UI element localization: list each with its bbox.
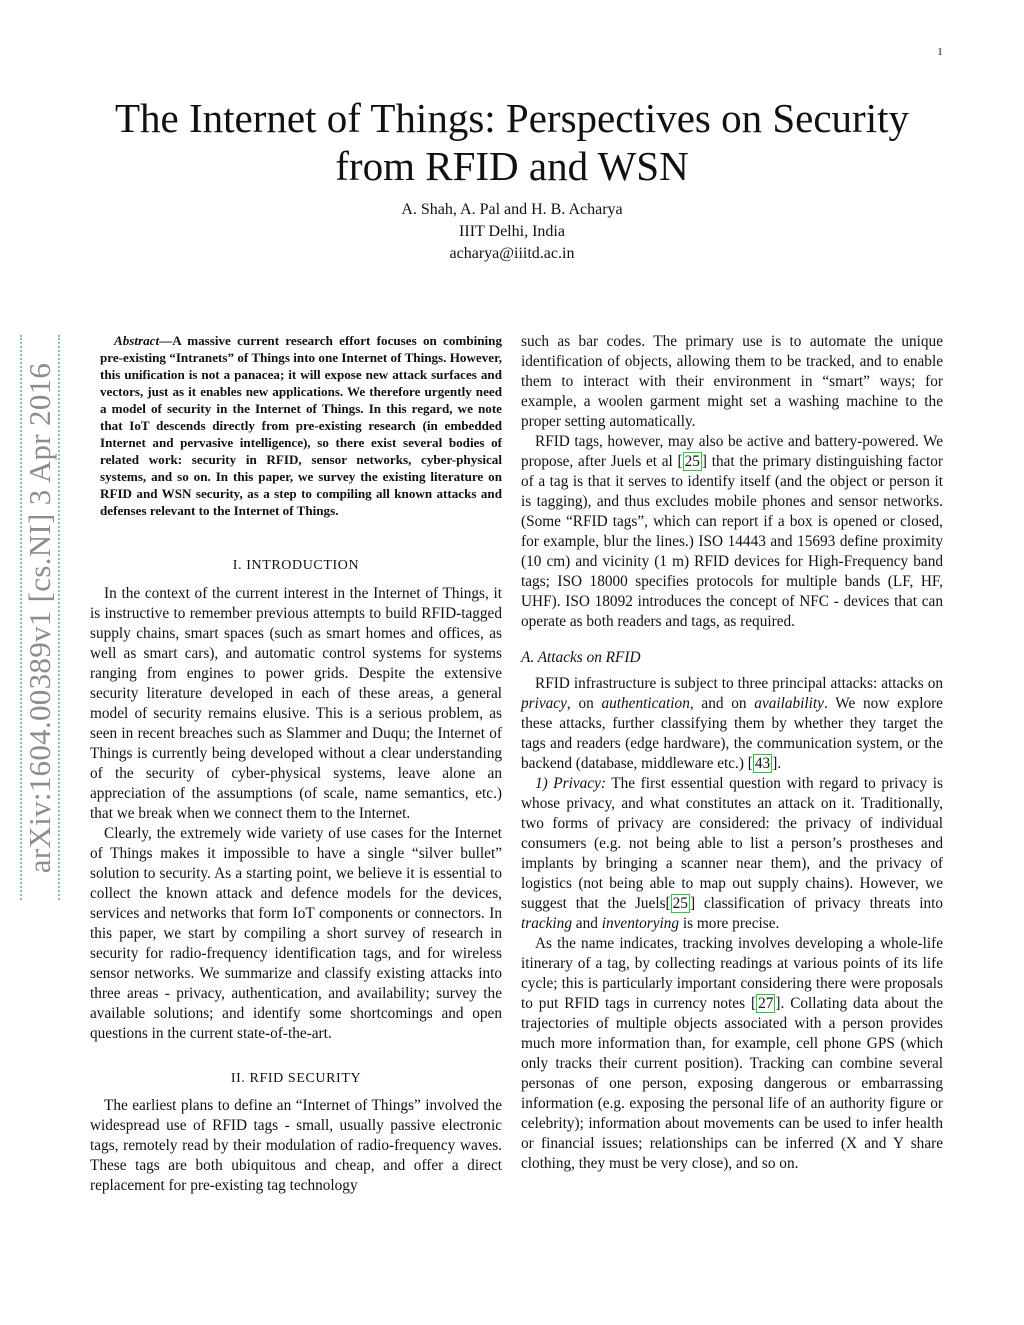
text-run: . We now explore these attacks, further classifying them by whether they target the tags and readers (edge hardware), the communication system, or the backend (database, middleware etc.) xyxy=(521,695,943,772)
abstract-text: —A massive current research effort focuses on combining pre-existing “Intranets” of Things into one Internet of Things. However, this unification is not a panacea; it will expose new attack surfaces and vectors, just as it enables new applications. We therefore urgently need a model of security in the Internet of Things. In this regard, we note that IoT descends directly from pre-existing research (in embedded Internet and pervasive intelligence), so there exist several bodies of related work: security in RFID, sensor networks, cyber-physical systems, and so on. In this paper, we survey the existing literature on RFID and WSN security, as a step to compiling all known attacks and defenses relevant to the Internet of Things. xyxy=(100,333,502,518)
emphasis: privacy xyxy=(521,695,567,712)
arxiv-sidebar-stamp xyxy=(20,335,60,900)
rfid-paragraph-1: The earliest plans to define an “Internet of Things” involved the widespread use of RFID tags - small, usually passive electronic tags, remotely read by their modulation of radio-frequency waves. These tags are both ubiquitous and cheap, and offer a direct replacement for pre-existing tag technology xyxy=(90,1097,502,1194)
intro-paragraph-2: Clearly, the extremely wide variety of use cases for the Internet of Things makes it impossible to have a single “silver bullet” solution to security. As a starting point, we believe it is essential to collect the known attack and defence models for the devices, services and networks that form IoT components or connectors. In this paper, we start by compiling a short survey of research in security for radio-frequency identification tags, and for wireless sensor networks. We summarize and classify existing attacks into three areas - privacy, authentication, and availability; survey the available solutions; and identify some shortcomings and open questions in the current state-of-the-art. xyxy=(90,825,502,1042)
tracking-paragraph: As the name indicates, tracking involves developing a whole-life itinerary of a tag, by collecting readings at various points of its life cycle; this is particularly important considering there were proposals to put RFID tags in currency notes [ 27 ]. Collating data about the trajectories of multiple objects associated with a person provides much more information than, for example, cell phone GPS (which only tracks their current position). Tracking can combine several personas of one person, exposing dangerous or embarrassing information (e.g. exposing the personal life of an authority figure or celebrity); information about movements can be used to infer health or financial issues; relationships can be inferred (X and Y share clothing, they must be very close), and so on. xyxy=(521,935,943,1172)
citation-link[interactable]: 25 xyxy=(672,895,688,912)
text-run: classification of privacy threats into xyxy=(695,895,943,912)
text-run: . Collating data about the trajectories of multiple objects associated with a person provides much more information than, for example, cell phone GPS (which only tracks their current position). Tracking can combine several personas of one person, exposing dangerous or embarrassing information (e.g. exposing the personal life of an authority figure or celebrity); information about movements can be used to infer health or financial issues; relationships can be inferred (X and Y share clothing, they must be very close), and so on. xyxy=(521,995,943,1172)
emphasis: tracking xyxy=(521,915,572,932)
left-column xyxy=(90,332,502,1196)
abstract-label: Abstract xyxy=(114,333,160,348)
text-run: RFID tags, however, may also be active and battery-powered. We propose, after Juels et al xyxy=(521,433,943,470)
page-number: 1 xyxy=(937,46,943,58)
arxiv-id: arXiv:1604.00389v1 [cs.NI] 3 Apr 2016 xyxy=(22,362,57,873)
subsection-heading-attacks: A. Attacks on RFID xyxy=(521,649,641,666)
text-run: . xyxy=(777,755,782,772)
title-line-2: from RFID and WSN xyxy=(335,143,689,189)
email: acharya@iiitd.ac.in xyxy=(449,245,575,262)
privacy-heading: 1) Privacy: xyxy=(535,775,606,792)
text-run: The first essential question with regard to privacy is whose privacy, and what constitutes an attack on it. Traditionally, two forms of privacy are considered: the privacy of individual consumers (e.g. not being able to list a person’s prostheses and implants by bringing a scanner near them), and the privacy of logistics (not being able to map out supply chains). However, we suggest that the Juels xyxy=(521,775,943,912)
rfid-paragraph-2: such as bar codes. The primary use is to automate the unique identification of objects, allowing them to be tracked, and to enable them to interact with their environment in “smart” ways; for example, a woolen garment might set a washing machine to the proper setting automatically. xyxy=(521,333,943,430)
section-heading-rfid-security: II. RFID SECURITY xyxy=(230,1071,362,1086)
text-run: is more precise. xyxy=(679,915,780,932)
title-line-1: The Internet of Things: Perspectives on Security xyxy=(115,95,909,141)
text-run: , and on xyxy=(689,695,755,712)
citation-link[interactable]: 25 xyxy=(684,453,700,470)
emphasis: availability xyxy=(754,695,824,712)
paper-title xyxy=(60,94,964,190)
abstract xyxy=(100,332,502,519)
attacks-paragraph: RFID infrastructure is subject to three principal attacks: attacks on privacy, on authentication, and on availability. We now explore these attacks, further classifying them by whether they target the tags and readers (edge hardware), the communication system, or the backend (database, middleware etc.) [ 43 ]. xyxy=(521,675,943,772)
affiliation: IIIT Delhi, India xyxy=(459,223,565,240)
author-block xyxy=(312,199,712,265)
text-run: As the name indicates, tracking involves developing a whole-life itinerary of a tag, by collecting readings at various points of its life cycle; this is particularly important considering there were proposals to put RFID tags in currency notes xyxy=(521,935,943,1012)
intro-paragraph-1: In the context of the current interest in the Internet of Things, it is instructive to remember previous attempts to build RFID-tagged supply chains, smart spaces (such as smart homes and offices, as well as smart cars), and automatic control systems for systems ranging from engines to power grids. Despite the extensive security literature developed in each of these areas, a general model of security remains elusive. This is a serious problem, as seen in recent breaches such as Slammer and Duqu; the Internet of Things is currently being developed without a clear understanding of the security of cyber-physical systems, leave alone an appreciation of the assumptions (of scale, name semantics, etc.) that we break when we connect them to the Internet. xyxy=(90,585,502,822)
emphasis: inventorying xyxy=(601,915,680,932)
text-run: , on xyxy=(566,695,602,712)
authors: A. Shah, A. Pal and H. B. Acharya xyxy=(401,201,623,218)
section-heading-introduction: I. INTRODUCTION xyxy=(232,558,360,573)
text-run: and xyxy=(571,915,602,932)
right-column xyxy=(521,332,943,1174)
citation-link[interactable]: 43 xyxy=(754,755,771,772)
rfid-paragraph-3: RFID tags, however, may also be active and battery-powered. We propose, after Juels et al [ 25 ] that the primary distinguishing factor of a tag is that it serves to identify itself (and the object or person it is tagging), and thus excludes mobile phones and sensor networks. (Some “RFID tags”, which can report if a box is opened or closed, for example, blur the lines.) ISO 14443 and 15693 define proximity (10 cm) and vicinity (1 m) RFID devices for High-Frequency band tags; ISO 18000 specifies protocols for multiple bands (LF, HF, UHF). ISO 18092 introduces the concept of NFC - devices that can operate as both readers and tags, as required. xyxy=(521,433,943,630)
privacy-paragraph: 1) Privacy: The first essential question with regard to privacy is whose privacy, and what constitutes an attack on it. Traditionally, two forms of privacy are considered: the privacy of individual consumers (e.g. not being able to list a person’s prostheses and implants by bringing a scanner near them), and the privacy of logistics (not being able to map out supply chains). However, we suggest that the Juels[ 25 ] classification of privacy threats into tracking and inventorying is more precise. xyxy=(521,775,943,932)
citation-link[interactable]: 27 xyxy=(758,995,774,1012)
text-run: that the primary distinguishing factor of a tag is that it serves to identify itself (and the object or person it is tagging), and thus excludes mobile phones and sensor networks. (Some “RFID tags”, which can report if a box is opened or closed, for example, blur the lines.) ISO 14443 and 15693 define proximity (10 cm) and vicinity (1 m) RFID devices for High-Frequency band tags; ISO 18000 specifies protocols for multiple bands (LF, HF, UHF). ISO 18092 introduces the concept of NFC - devices that can operate as both readers and tags, as required. xyxy=(521,453,943,630)
text-run: RFID infrastructure is subject to three principal attacks: attacks on xyxy=(535,675,943,692)
emphasis: authentication xyxy=(601,695,690,712)
